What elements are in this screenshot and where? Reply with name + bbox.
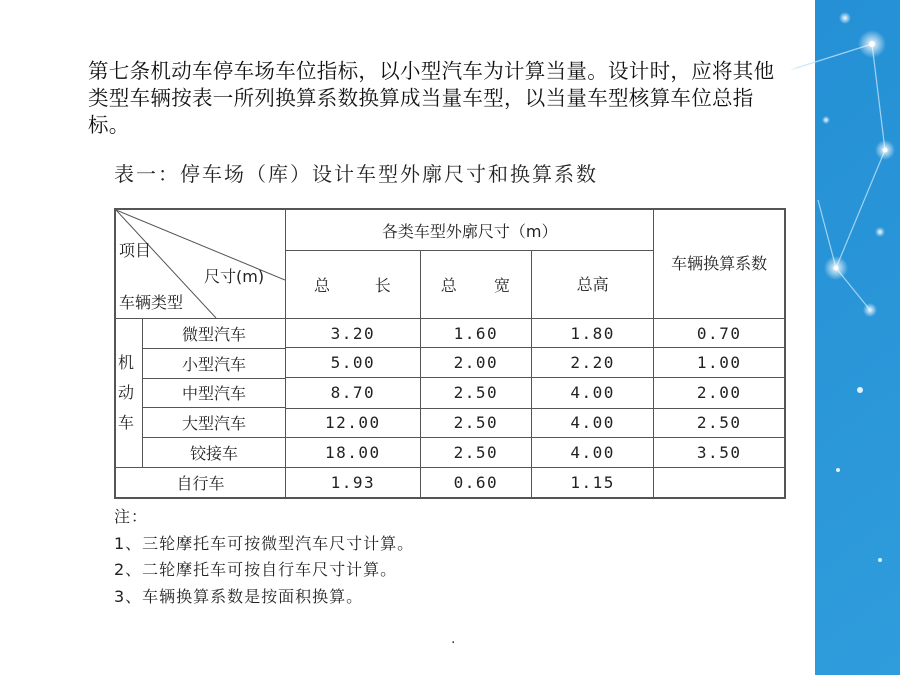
width-header xyxy=(420,251,531,319)
height-cell: 4.00 xyxy=(531,437,653,467)
note-item: 2、二轮摩托车可按自行车尺寸计算。 xyxy=(114,560,398,579)
width-cell: 2.50 xyxy=(420,378,531,408)
length-cell: 12.00 xyxy=(286,408,421,437)
header-item-label: 项目 xyxy=(119,241,152,260)
motor-group-label: 机动车 xyxy=(118,353,135,432)
vehicle-type-cell: 中型汽车 xyxy=(143,379,285,409)
table-row xyxy=(115,319,785,348)
length-cell: 3.20 xyxy=(286,319,421,348)
vehicle-type-cell: 铰接车 xyxy=(189,444,238,464)
length-header-a: 总 xyxy=(314,276,332,295)
length-header xyxy=(286,251,421,319)
height-cell: 4.00 xyxy=(531,378,653,408)
dimensions-group-header: 各类车型外廓尺寸（m） xyxy=(286,209,654,251)
height-header: 总高 xyxy=(531,251,653,319)
height-cell: 4.00 xyxy=(531,408,653,437)
width-cell: 2.50 xyxy=(420,437,531,467)
length-cell: 5.00 xyxy=(286,348,421,378)
length-header-b: 长 xyxy=(374,276,392,295)
width-header-b: 宽 xyxy=(493,276,511,295)
factor-cell: 1.00 xyxy=(654,348,785,378)
factor-header: 车辆换算系数 xyxy=(654,209,785,319)
vehicle-type-cell: 大型汽车 xyxy=(143,408,285,438)
table-title: 表一：停车场（库）设计车型外廓尺寸和换算系数 xyxy=(114,162,598,186)
factor-cell: 0.70 xyxy=(654,319,785,348)
length-cell: 18.00 xyxy=(286,437,421,467)
length-cell: 1.93 xyxy=(286,468,421,498)
vehicle-spec-table xyxy=(114,208,786,499)
factor-cell: 2.50 xyxy=(654,408,785,437)
note-item: 3、车辆换算系数是按面积换算。 xyxy=(114,586,364,606)
factor-cell: 2.00 xyxy=(654,378,785,408)
width-cell: 1.60 xyxy=(420,319,531,348)
width-cell: 2.00 xyxy=(420,348,531,378)
width-cell: 0.60 xyxy=(420,468,531,498)
note-item: 1、三轮摩托车可按微型汽车尺寸计算。 xyxy=(114,533,415,553)
length-cell: 8.70 xyxy=(286,378,421,408)
page-marker: . xyxy=(451,631,456,647)
factor-cell xyxy=(654,468,785,498)
diagonal-header-cell xyxy=(115,209,286,319)
width-header-a: 总 xyxy=(440,276,458,295)
width-cell: 2.50 xyxy=(420,408,531,437)
notes-block xyxy=(114,504,414,610)
vehicle-type-cell: 微型汽车 xyxy=(143,319,285,349)
vehicle-type-cell: 自行车 xyxy=(115,468,286,498)
height-cell: 2.20 xyxy=(531,348,653,378)
height-cell: 1.80 xyxy=(531,319,653,348)
vehicle-type-cell: 小型汽车 xyxy=(143,349,285,379)
table-row xyxy=(115,468,785,498)
table-figure xyxy=(92,152,786,623)
notes-heading: 注： xyxy=(114,507,149,526)
header-size-label: 尺寸(m) xyxy=(204,267,265,286)
factor-cell: 3.50 xyxy=(654,437,785,467)
motor-group-cell xyxy=(115,319,286,468)
intro-paragraph: 第七条机动车停车场车位指标，以小型汽车为计算当量。设计时，应将其他类型车辆按表一所列换算系数换算成当量车型，以当量车型核算车位总指标。 xyxy=(88,59,775,137)
height-cell: 1.15 xyxy=(531,468,653,498)
header-type-label: 车辆类型 xyxy=(119,293,184,312)
